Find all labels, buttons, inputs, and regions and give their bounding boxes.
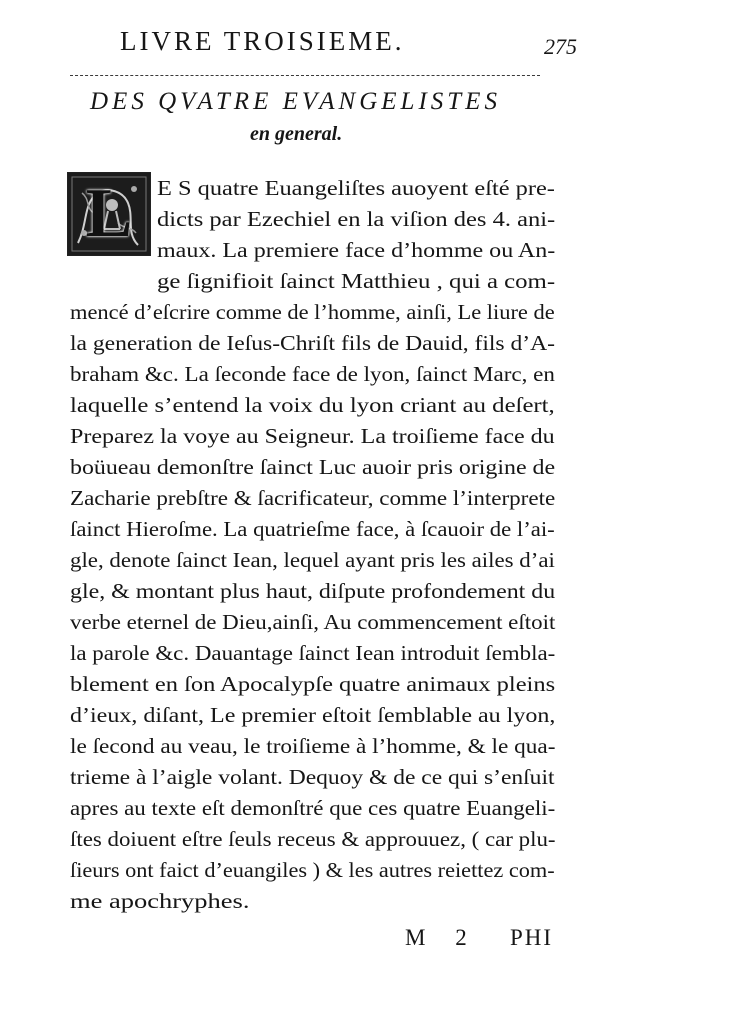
body-line: boüueau demonſtre ſainct Luc auoir pris origine de <box>70 455 556 479</box>
body-line: la generation de Ieſus-Chriſt fils de Dauid, fils d’A- <box>70 331 555 355</box>
drop-cap-letter: L <box>85 175 133 252</box>
header-rule <box>70 75 540 76</box>
body-line: dicts par Ezechiel en la viſion des 4. ani- <box>157 207 556 231</box>
body-line: ge ſignifioit ſainct Matthieu , qui a com- <box>157 269 556 293</box>
body-line: d’ieux, diſant, Le premier eſtoit ſemblable au lyon, <box>70 703 556 727</box>
body-line: la parole &c. Dauantage ſainct Iean introduit ſembla- <box>70 641 556 665</box>
drop-cap <box>67 172 151 256</box>
body-line: me apochryphes. <box>70 889 250 913</box>
body-line: braham &c. La ſeconde face de lyon, ſainct Marc, en <box>70 362 555 386</box>
body-line: E S quatre Euangeliſtes auoyent eſté pre- <box>157 176 555 200</box>
body-line: blement en ſon Apocalypſe quatre animaux pleins <box>70 672 556 696</box>
body-line: ſainct Hieroſme. La quatrieſme face, à ſcauoir de l’ai- <box>70 517 555 541</box>
signature-mark: M 2 <box>405 925 468 950</box>
page-number: 275 <box>544 34 577 59</box>
body-line: verbe eternel de Dieu,ainſi, Au commencement eſtoit <box>70 610 556 634</box>
body-line: ſtes doiuent eſtre ſeuls receus & approuuez, ( car plu- <box>70 827 556 851</box>
body-line: ſieurs ont faict d’euangiles ) & les autres reiettez com- <box>70 858 555 882</box>
body-line: apres au texte eſt demonſtré que ces quatre Euangeli- <box>70 796 556 820</box>
body-line: Preparez la voye au Seigneur. La troiſieme face du <box>70 424 555 448</box>
running-head: LIVRE TROISIEME. <box>120 26 405 56</box>
chapter-title: DES QVATRE EVANGELISTES <box>90 88 501 115</box>
body-line: gle, & montant plus haut, diſpute profondement du <box>70 579 556 603</box>
body-line: trieme à l’aigle volant. Dequoy & de ce qui s’enſuit <box>70 765 555 789</box>
body-line: maux. La premiere face d’homme ou An- <box>157 238 556 262</box>
body-line: le ſecond au veau, le troiſieme à l’homme, & le qua- <box>70 734 556 758</box>
chapter-subtitle: en general. <box>250 123 343 145</box>
body-line: gle, denote ſainct Iean, lequel ayant pris les ailes d’ai <box>70 548 555 572</box>
body-line: mencé d’eſcrire comme de l’homme, ainſi, Le liure de <box>70 300 555 324</box>
catchword: PHI <box>510 925 554 950</box>
body-line: laquelle s’entend la voix du lyon criant au deſert, <box>70 393 555 417</box>
body-line: Zacharie prebſtre & ſacrificateur, comme l’interprete <box>70 486 556 510</box>
